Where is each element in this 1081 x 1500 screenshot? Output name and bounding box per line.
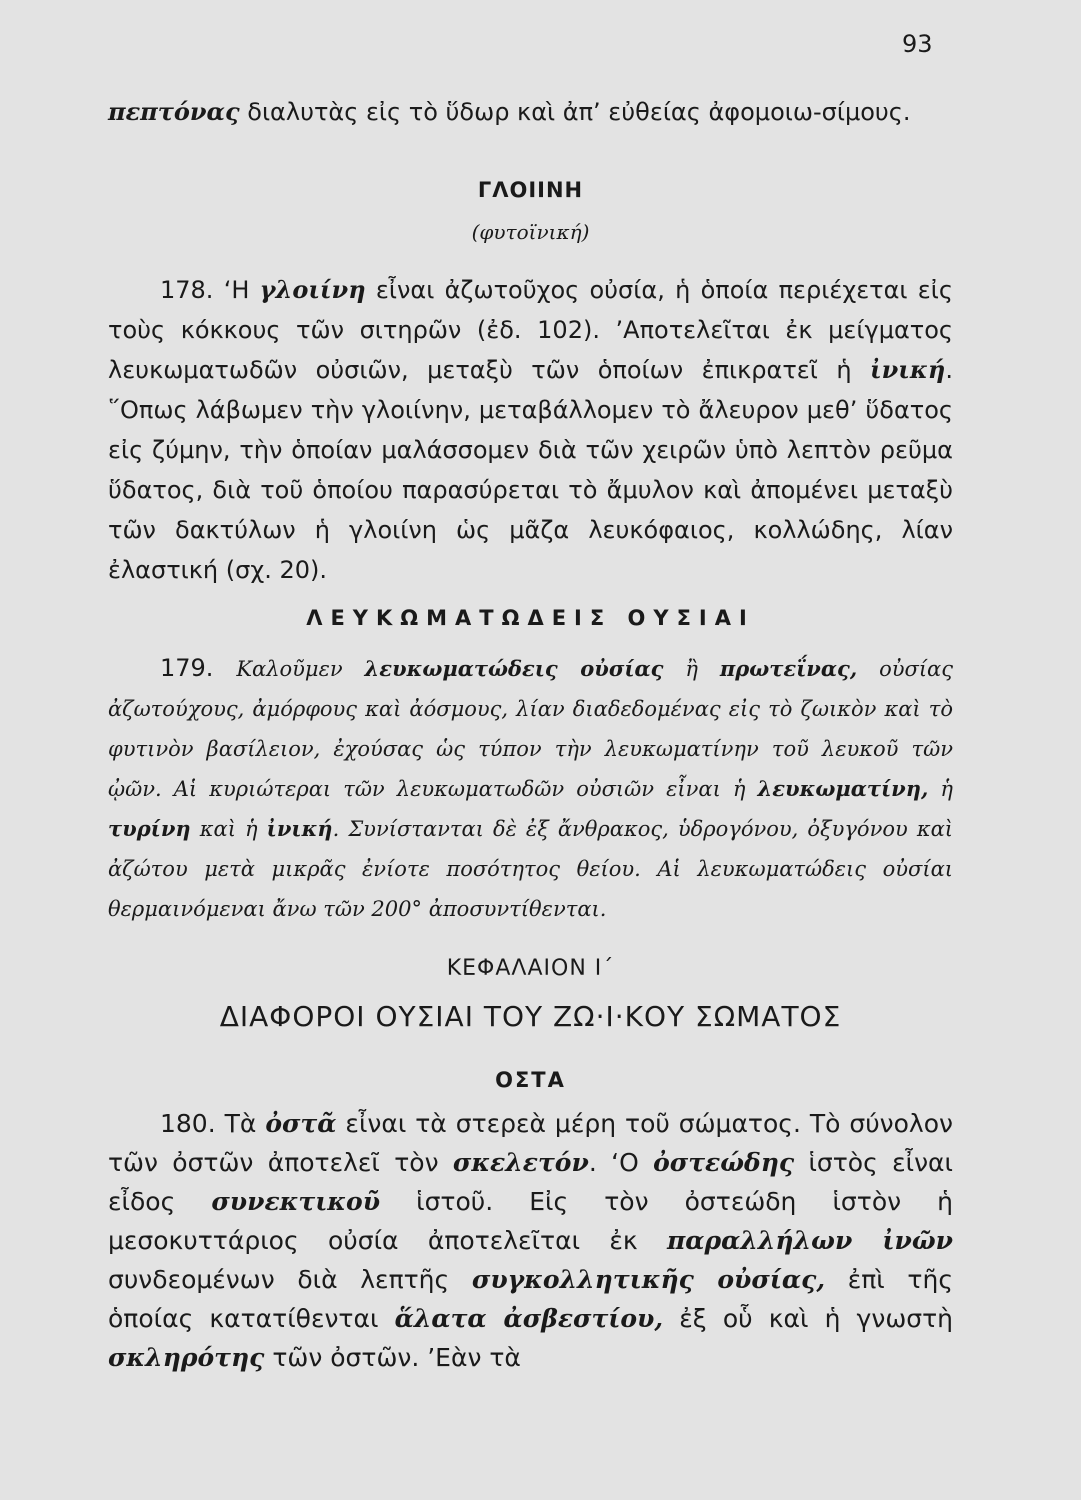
paragraph-text: εἶναι ἀζωτοῦχος οὐσία, ἡ ὁποία περιέχεται εἰς τοὺς κόκκους τῶν σιτηρῶν (ἐδ. 102). ’Αποτελεῖται ἐκ μείγματος λευκωματωδῶν οὐσιῶν, μεταξὺ τῶν ὁποίων ἐπικρατεῖ ἡ — [108, 276, 953, 384]
emphasis-term: σκελετόν — [452, 1148, 589, 1177]
section-subheading-gloiini: (φυτοϊνική) — [471, 220, 590, 244]
paragraph-text: . ‘Ο — [588, 1148, 654, 1177]
section-heading-leukomatodeis: ΛΕΥΚΩΜΑΤΩΔΕΙΣ ΟΥΣΙΑΙ — [306, 606, 755, 630]
paragraph-178 — [108, 270, 953, 590]
section-heading-osta: ΟΣΤΑ — [495, 1068, 566, 1092]
emphasis-term: τυρίνη — [108, 816, 191, 841]
paragraph-text: ἡ — [928, 777, 953, 801]
paragraph-text: ἱστὸς εἶναι εἶδος — [108, 1148, 953, 1216]
emphasis-term: ἰνική — [266, 816, 333, 841]
paragraph-text: διαλυτὰς εἰς τὸ ὕδωρ καὶ ἀπ’ εὐθείας ἀφομοιω-σίμους. — [239, 98, 911, 126]
paragraph-continuation — [108, 92, 953, 132]
emphasis-term: γλοιίνη — [259, 275, 366, 304]
paragraph-text: Καλοῦμεν — [236, 657, 365, 681]
paragraph-number: 179. — [160, 654, 237, 682]
emphasis-term: ὀστᾶ — [265, 1109, 337, 1138]
paragraph-number: 178. — [160, 276, 224, 304]
emphasis-term: παραλλήλων ἰνῶν — [666, 1226, 953, 1255]
emphasis-term: λευκωματώδεις οὐσίας — [364, 656, 664, 681]
emphasis-term: λευκωματίνη, — [757, 776, 929, 801]
paragraph-text: συνδεομένων διὰ λεπτῆς — [108, 1265, 472, 1294]
section-heading-gloiini: ΓΛΟΙΙΝΗ — [477, 178, 584, 202]
paragraph-text: ‘Η — [223, 276, 260, 304]
emphasis-term: συγκολλητικῆς οὐσίας, — [471, 1265, 826, 1294]
chapter-label: ΚΕΦΑΛΑΙΟΝ Ι΄ — [446, 956, 615, 981]
paragraph-text: οὐσίας ἀζωτούχους, ἀμόρφους καὶ ἀόσμους, λίαν διαδεδομένας εἰς τὸ ζωικὸν καὶ τὸ φυτινὸν βασίλειον, ἐχούσας ὡς τύπον τὴν λευκωματίνην τοῦ λευκοῦ τῶν ᾠῶν. Αἱ κυριώτεραι τῶν λευκωματωδῶν οὐσιῶν εἶναι ἡ — [108, 657, 953, 801]
emphasis-term: ἅλατα ἀσβεστίου, — [394, 1304, 664, 1333]
chapter-title: ΔΙΑΦΟΡΟΙ ΟΥΣΙΑΙ ΤΟΥ ΖΩ·Ι·ΚΟΥ ΣΩΜΑΤΟΣ — [219, 1000, 842, 1033]
emphasis-term: συνεκτικοῦ — [211, 1187, 381, 1216]
paragraph-text: . ῞Οπως λάβωμεν τὴν γλοιίνην, μεταβάλλομεν τὸ ἄλευρον μεθ’ ὕδατος εἰς ζύμην, τὴν ὁποίαν μαλάσσομεν διὰ τῶν χειρῶν ὑπὸ λεπτὸν ρεῦμα ὕδατος, διὰ τοῦ ὁποίου παρασύρεται τὸ ἄμυλον καὶ ἀπομένει μεταξὺ τῶν δακτύλων ἡ γλοιίνη ὡς μᾶζα λευκόφαιος, κολλώδης, λίαν ἐλαστική (σχ. 20). — [108, 356, 953, 584]
paragraph-number: 180. — [160, 1109, 225, 1138]
paragraph-text: τῶν ὀστῶν. ’Εὰν τὰ — [264, 1343, 521, 1372]
emphasis-term: σκληρότης — [108, 1343, 265, 1372]
paragraph-text: ἐπὶ τῆς ὁποίας κατατίθενται — [108, 1265, 953, 1333]
paragraph-180 — [108, 1104, 953, 1377]
paragraph-179 — [108, 648, 953, 929]
page-number: 93 — [902, 30, 933, 58]
emphasis-term: ἰνική — [870, 355, 946, 384]
paragraph-text: . Συνίστανται δὲ ἐξ ἄνθρακος, ὑδρογόνου, ὀξυγόνου καὶ ἀζώτου μετὰ μικρᾶς ἐνίοτε ποσότητος θείου. Αἱ λευκωματώδεις οὐσίαι θερμαινόμεναι ἄνω τῶν 200° ἀποσυντίθενται. — [108, 817, 954, 921]
paragraph-text: ἢ — [663, 657, 720, 681]
paragraph-text: ἱστοῦ. Εἰς τὸν ὀστεώδη ἱστὸν ἡ μεσοκυττάριος οὐσία ἀποτελεῖται ἐκ — [108, 1187, 953, 1255]
emphasis-term: πρωτεΐνας, — [719, 656, 858, 681]
emphasis-term: πεπτόνας — [108, 97, 240, 126]
paragraph-text: εἶναι τὰ στερεὰ μέρη τοῦ σώματος. Τὸ σύνολον τῶν ὀστῶν ἀποτελεῖ τὸν — [108, 1109, 953, 1177]
emphasis-term: ὀστεώδης — [653, 1148, 795, 1177]
paragraph-text: καὶ ἡ — [190, 817, 267, 841]
paragraph-text: Τὰ — [224, 1109, 266, 1138]
paragraph-text: ἐξ οὗ καὶ ἡ γνωστὴ — [663, 1304, 953, 1333]
